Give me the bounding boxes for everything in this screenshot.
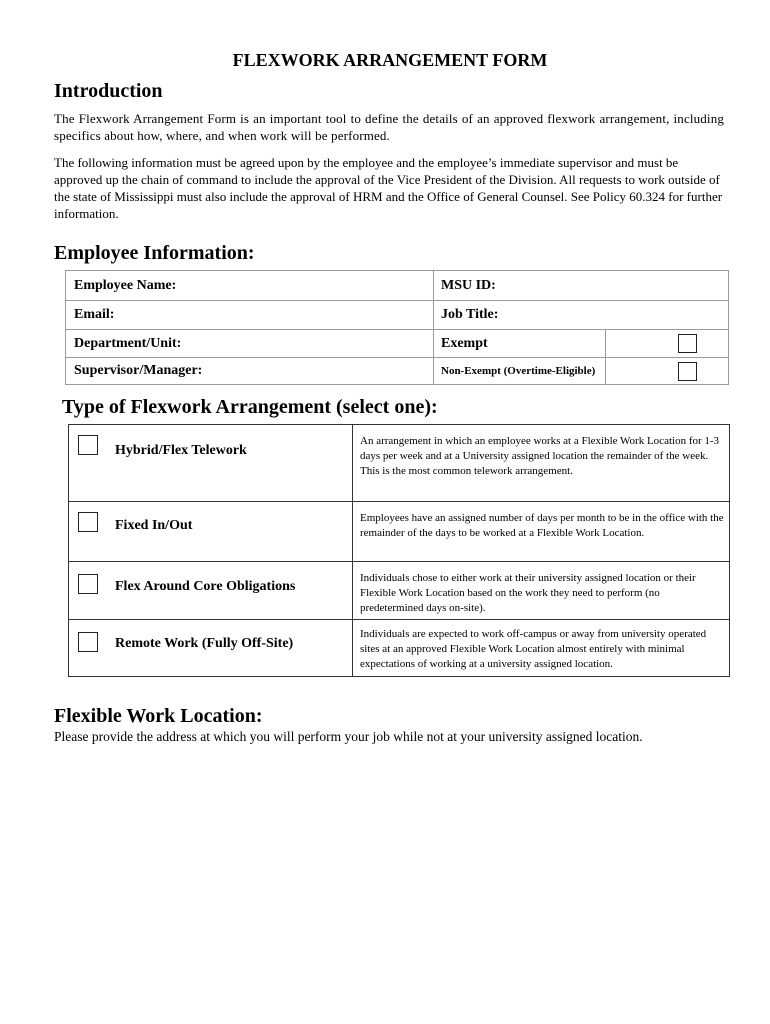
non-exempt-label: Non-Exempt (Overtime-Eligible) <box>441 365 596 377</box>
job-title-label: Job Title: <box>441 307 499 322</box>
supervisor-field[interactable] <box>66 358 434 384</box>
work-location-heading: Flexible Work Location: <box>54 705 263 727</box>
exempt-option <box>434 330 606 357</box>
flexwork-option-hybrid-cell <box>69 425 353 501</box>
flexwork-type-heading: Type of Flexwork Arrangement (select one): <box>62 396 438 418</box>
hybrid-checkbox[interactable] <box>78 435 98 455</box>
employee-row-department <box>66 330 728 358</box>
department-label: Department/Unit: <box>74 335 182 351</box>
msu-id-label: MSU ID: <box>441 277 496 293</box>
exempt-label: Exempt <box>441 335 488 351</box>
employee-row-email <box>66 301 728 330</box>
introduction-paragraph-1: The Flexwork Arrangement Form is an important tool to define the details of an approved flexwork arrangement, including specifics about how, where, and when work will be performed. <box>54 111 724 143</box>
employee-name-field[interactable] <box>66 271 434 300</box>
introduction-paragraph-2: The following information must be agreed upon by the employee and the employee’s immediate supervisor and must be approved up the chain of command to include the approval of the Vice President of the Division. All requests to work outside of the state of Mississippi must also include the approval of HRM and the Office of General Counsel. See Policy 60.324 for further information. <box>54 155 723 221</box>
form-title: FLEXWORK ARRANGEMENT FORM <box>232 50 548 70</box>
employee-information-heading: Employee Information: <box>54 242 255 264</box>
msu-id-field[interactable] <box>434 271 728 300</box>
employee-row-name <box>66 271 728 301</box>
flexwork-option-remote-cell <box>69 620 353 676</box>
hybrid-description: An arrangement in which an employee works at a Flexible Work Location for 1-3 days per week and at a University assigned location the remainder of the week. This is the most common telework arrangement. <box>360 435 720 477</box>
introduction-heading: Introduction <box>54 80 163 102</box>
employee-name-label: Employee Name: <box>74 277 177 293</box>
flex-core-label: Flex Around Core Obligations <box>115 579 296 594</box>
flexwork-option-core-cell <box>69 562 353 619</box>
non-exempt-checkbox[interactable] <box>678 362 697 381</box>
hybrid-label: Hybrid/Flex Telework <box>115 443 247 458</box>
flexwork-option-hybrid <box>69 425 729 502</box>
job-title-field[interactable] <box>434 301 728 329</box>
fixed-in-out-checkbox[interactable] <box>78 512 98 532</box>
flexwork-option-fixed-cell <box>69 502 353 561</box>
work-location-instruction: Please provide the address at which you will perform your job while not at your university assigned location. <box>54 729 643 744</box>
exempt-checkbox[interactable] <box>678 334 697 353</box>
email-label: Email: <box>74 307 115 322</box>
non-exempt-checkbox-cell <box>606 358 728 384</box>
flex-core-description: Individuals chose to either work at their university assigned location or their Flexible Work Location based on the work they need to perform (no predetermined days on-site). <box>360 572 696 614</box>
email-field[interactable] <box>66 301 434 329</box>
supervisor-label: Supervisor/Manager: <box>74 363 203 378</box>
flexwork-option-remote <box>69 620 729 676</box>
non-exempt-option <box>434 358 606 384</box>
flexwork-type-table <box>68 424 730 677</box>
flexwork-option-fixed <box>69 502 729 562</box>
department-field[interactable] <box>66 330 434 357</box>
remote-description: Individuals are expected to work off-campus or away from university operated sites at an approved Flexible Work Location almost entirely with minimal expectations of working at a university assigned location. <box>360 628 707 670</box>
flexwork-option-core <box>69 562 729 620</box>
remote-checkbox[interactable] <box>78 632 98 652</box>
remote-label: Remote Work (Fully Off-Site) <box>115 636 294 651</box>
fixed-in-out-description: Employees have an assigned number of days per month to be in the office with the remainder of the days to be worked at a Flexible Work Location. <box>360 512 724 539</box>
employee-row-supervisor <box>66 358 728 384</box>
fixed-in-out-label: Fixed In/Out <box>115 518 193 533</box>
flex-core-checkbox[interactable] <box>78 574 98 594</box>
exempt-checkbox-cell <box>606 330 728 357</box>
employee-information-table <box>65 270 729 385</box>
